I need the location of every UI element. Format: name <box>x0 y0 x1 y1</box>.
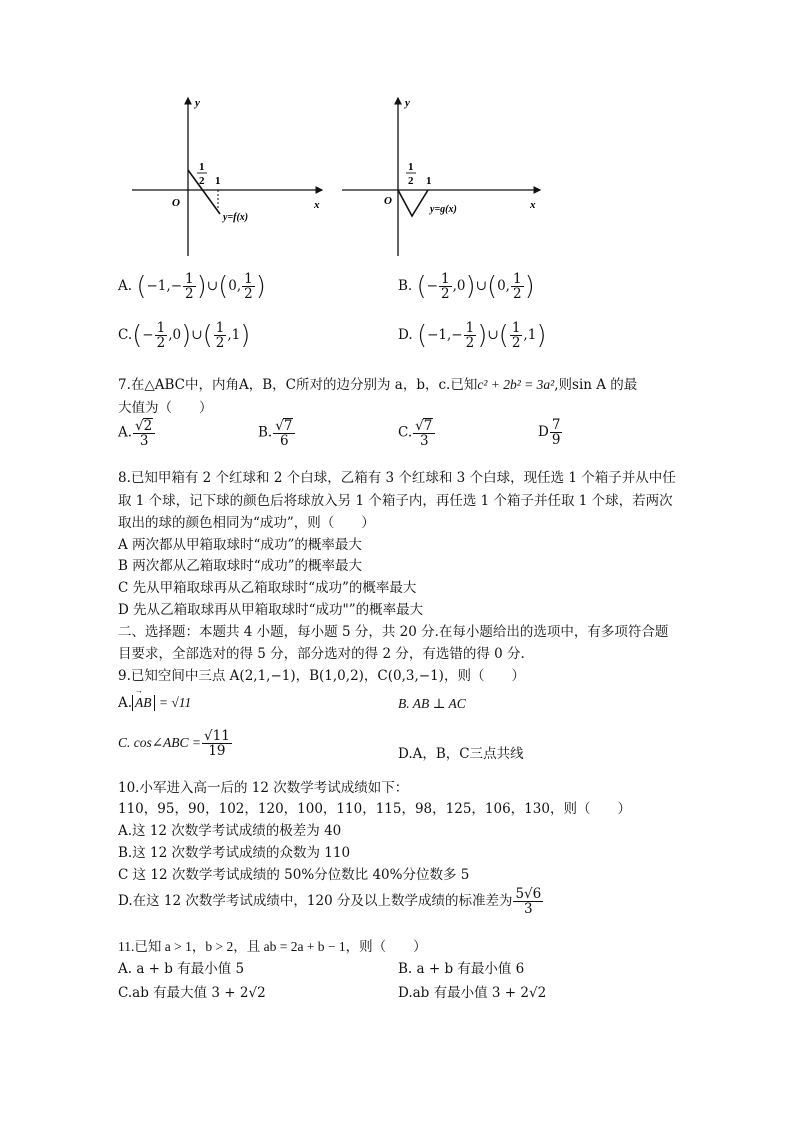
y-label: y <box>405 97 410 109</box>
q8-option-a: A 两次都从甲箱取球时“成功”的概率最大 <box>118 537 362 553</box>
q10-option-b: B.这 12 次数学考试成绩的众数为 110 <box>118 845 351 861</box>
curve-g <box>398 190 428 216</box>
graph-f <box>128 92 328 260</box>
q8-stem-2: 取 1 个球，记下球的颜色后将球放入另 1 个箱子内，再任选 1 个箱子并任取 1 个球，若两次 <box>118 493 673 509</box>
q9-option-a: A. → AB = √11 <box>118 686 192 711</box>
one-label: 1 <box>426 175 432 187</box>
q11-stem: 11.已知 a > 1，b > 2，且 ab = 2a + b − 1，则（ ） <box>118 939 427 954</box>
q10-option-d: D.在这 12 次数学考试成绩中，120 分及以上数学成绩的标准差为 $\frac{5√6}{3}$ <box>118 886 542 918</box>
q7-option-b: B. $\frac{√7}{6}$ <box>258 418 296 448</box>
section2-heading-1: 二、选择题：本题共 4 小题，每小题 5 分，共 20 分.在每小题给出的选项中，有多项符合题 <box>118 624 669 640</box>
q8-stem-3: 取出的球的颜色相同为“成功”，则（ ） <box>118 515 375 531</box>
q10-option-a: A.这 12 次数学考试成绩的极差为 40 <box>118 823 342 839</box>
half-num: 1 <box>199 161 205 173</box>
curve-label: y=g(x) <box>430 204 457 215</box>
q10-option-c: C 这 12 次数学考试成绩的 50%分位数比 40%分位数多 5 <box>118 867 470 883</box>
q11-option-b: B. a + b 有最小值 6 <box>398 961 525 977</box>
q8-option-c: C 先从甲箱取球再从乙箱取球时“成功”的概率最大 <box>118 580 417 596</box>
q7-stem-2: 大值为（ ） <box>118 400 213 416</box>
q9-option-c: C. cos∠ABC = $\frac{√11}{19}$ <box>118 728 230 760</box>
half-num: 1 <box>408 161 414 173</box>
q6-option-a: A. (−1,− $\frac{1}{2}$ )∪(0, $\frac{1}{2}$ ) <box>118 271 266 303</box>
q9-stem: 9.已知空间中三点 A(2,1,−1)，B(1,0,2)，C(0,3,−1)，则（ ） <box>118 668 525 684</box>
q6-option-c: C.(− $\frac{1}{2}$ ,0)∪( $\frac{1}{2}$ ,1) <box>118 320 251 352</box>
q6-option-d: D. (−1,− $\frac{1}{2}$ )∪( $\frac{1}{2}$ ,1) <box>398 320 547 352</box>
q7-option-c: C. $\frac{√7}{3}$ <box>398 418 436 448</box>
graph-g <box>338 92 548 260</box>
q10-stem-1: 10.小军进入高一后的 12 次数学考试成绩如下： <box>118 780 409 796</box>
q7-stem: 7.在△ABC中，内角A，B，C所对的边分别为 a，b，c.已知c² + 2b² = 3a²,则sin A 的最 <box>118 377 638 393</box>
q9-option-b: B. AB ⊥ AC <box>398 696 466 711</box>
q10-stem-2: 110，95，90，102，120，100，110，115，98，125，106，130，则（ ） <box>118 801 631 817</box>
section2-heading-2: 目要求，全部选对的得 5 分，部分选对的得 2 分，有选错的得 0 分. <box>118 646 525 662</box>
y-label: y <box>195 97 200 109</box>
one-label: 1 <box>215 175 221 187</box>
q11-option-a: A. a + b 有最小值 5 <box>118 961 245 977</box>
q11-option-d: D.ab 有最小值 3 + 2√2 <box>398 985 547 1001</box>
q7-option-d: D $\frac{7}{9}$ <box>538 417 561 449</box>
curve-label: y=f(x) <box>223 212 249 223</box>
q11-option-c: C.ab 有最大值 3 + 2√2 <box>118 985 266 1001</box>
q7-option-a: A. $\frac{√2}{3}$ <box>118 418 156 448</box>
half-den: 2 <box>199 175 205 187</box>
q6-option-b: B. (− $\frac{1}{2}$ ,0)∪(0, $\frac{1}{2}$ ) <box>398 271 535 303</box>
x-label: x <box>314 199 320 211</box>
q8-option-b: B 两次都从乙箱取球时“成功”的概率最大 <box>118 558 363 574</box>
origin-label: O <box>172 197 180 209</box>
q9-option-d: D.A，B，C三点共线 <box>398 746 524 762</box>
q8-option-d: D 先从乙箱取球再从甲箱取球时“成功"”的概率最大 <box>118 602 424 618</box>
origin-label: O <box>384 195 392 207</box>
x-label: x <box>530 199 536 211</box>
q8-stem-1: 8.已知甲箱有 2 个红球和 2 个白球，乙箱有 3 个红球和 3 个白球，现任选 1 个箱子并从中任 <box>118 470 676 486</box>
half-den: 2 <box>408 175 414 187</box>
